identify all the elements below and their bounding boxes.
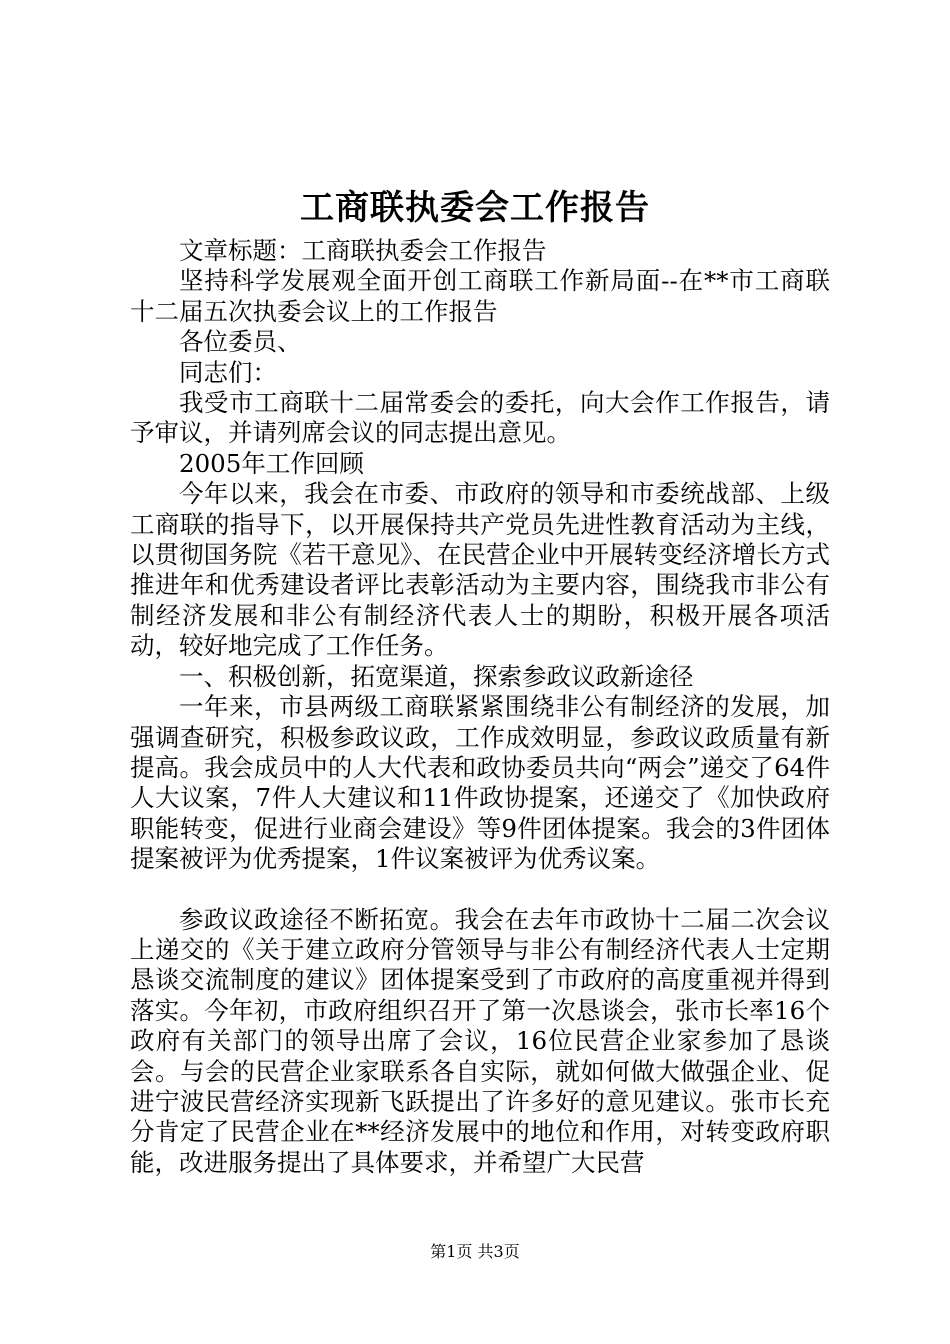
salutation-comrades: 同志们： <box>179 357 277 387</box>
channels-paragraph: 参政议政途径不断拓宽。我会在去年市政协十二届二次会议上递交的《关于建立政府分管领导与非公有制经济代表人士定期恳谈交流制度的建议》团体提案受到了市政府的高度重视并得到落实。今年初，市政府组织召开了第一次恳谈会，张市长率16个政府有关部门的领导出席了会议，16位民营企业家参加了恳谈会。与会的民营企业家联系各自实际，就如何做大做强企业、促进宁波民营经济实现新飞跃提出了许多好的意见建议。张市长充分肯定了民营企业在**经济发展中的地位和作用，对转变政府职能，改进服务提出了具体要求，并希望广大民营 <box>130 904 830 1177</box>
section-heading-review: 2005年工作回顾 <box>179 448 364 478</box>
section-one-paragraph: 一年来，市县两级工商联紧紧围绕非公有制经济的发展，加强调查研究，积极参政议政，工作成效明显，参政议政质量有新提高。我会成员中的人大代表和政协委员共向“两会”递交了64件人大议案，7件人大建议和11件政协提案，还递交了《加快政府职能转变，促进行业商会建设》等9件团体提案。我会的3件团体提案被评为优秀提案，1件议案被评为优秀议案。 <box>130 692 830 874</box>
salutation-members: 各位委员、 <box>179 327 302 357</box>
section-heading-one: 一、积极创新，拓宽渠道，探索参政议政新途径 <box>179 661 694 691</box>
intro-paragraph: 我受市工商联十二届常委会的委托，向大会作工作报告，请予审议，并请列席会议的同志提出意见。 <box>130 388 830 448</box>
document-body <box>130 236 830 1178</box>
report-subtitle: 坚持科学发展观全面开创工商联工作新局面--在**市工商联十二届五次执委会议上的工作报告 <box>130 266 830 326</box>
article-title-line: 文章标题：工商联执委会工作报告 <box>179 236 547 265</box>
document-title: 工商联执委会工作报告 <box>300 188 650 228</box>
review-paragraph: 今年以来，我会在市委、市政府的领导和市委统战部、上级工商联的指导下，以开展保持共产党员先进性教育活动为主线，以贯彻国务院《若干意见》、在民营企业中开展转变经济增长方式推进年和优秀建设者评比表彰活动为主要内容，围绕我市非公有制经济发展和非公有制经济代表人士的期盼，积极开展各项活动，较好地完成了工作任务。 <box>130 479 830 661</box>
page-footer: 第1页 共3页 <box>430 1242 520 1261</box>
